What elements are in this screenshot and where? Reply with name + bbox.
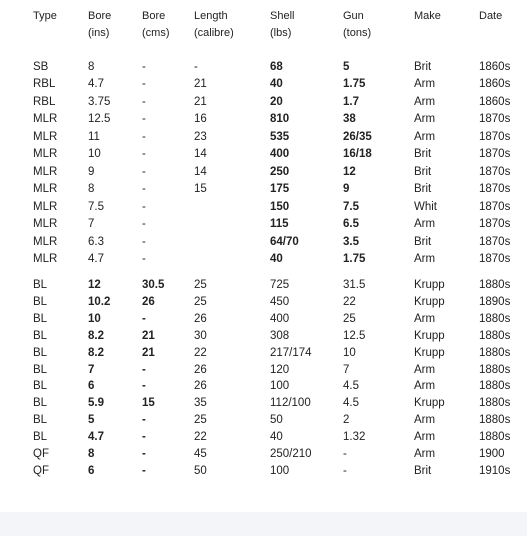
- cell-type: MLR: [33, 183, 58, 196]
- cell-make: Arm: [414, 95, 436, 108]
- cell-length: 30: [194, 329, 207, 342]
- cell-bore_ins: 4.7: [88, 78, 104, 91]
- cell-make: Arm: [414, 130, 436, 143]
- cell-bore_cms: -: [142, 165, 146, 178]
- header-gun: Gun: [343, 10, 364, 22]
- cell-date: 1870s: [479, 113, 511, 126]
- cell-make: Arm: [414, 363, 436, 376]
- header-bore_ins-unit: (ins): [88, 27, 110, 39]
- header-gun-unit: (tons): [343, 27, 372, 39]
- cell-shell: 810: [270, 113, 290, 126]
- cell-date: 1870s: [479, 148, 511, 161]
- cell-length: 21: [194, 78, 207, 91]
- cell-date: 1870s: [479, 235, 511, 248]
- cell-shell: 217/174: [270, 346, 312, 359]
- cell-type: BL: [33, 329, 48, 342]
- header-bore_ins: Bore: [88, 10, 112, 22]
- cell-length: 16: [194, 113, 207, 126]
- cell-bore_cms: 30.5: [142, 279, 165, 291]
- cell-gun: 10: [343, 346, 356, 359]
- cell-date: 1880s: [479, 431, 511, 444]
- cell-gun: 16/18: [343, 148, 372, 161]
- cell-length: 21: [194, 95, 207, 108]
- cell-bore_cms: -: [142, 61, 146, 73]
- cell-bore_cms: -: [142, 95, 146, 108]
- cell-date: 1870s: [479, 183, 511, 196]
- cell-bore_ins: 10: [88, 148, 101, 161]
- cell-length: 26: [194, 380, 207, 393]
- cell-bore_cms: 21: [142, 346, 155, 359]
- cell-gun: -: [343, 464, 347, 477]
- cell-date: 1880s: [479, 363, 511, 376]
- cell-date: 1880s: [479, 329, 511, 342]
- cell-type: MLR: [33, 235, 58, 248]
- cell-shell: 68: [270, 61, 283, 73]
- cell-make: Whit: [414, 200, 437, 213]
- cell-length: 26: [194, 312, 207, 325]
- cell-bore_cms: 26: [142, 295, 155, 308]
- cell-bore_cms: -: [142, 380, 146, 393]
- cell-type: BL: [33, 431, 48, 444]
- header-make: Make: [414, 10, 441, 22]
- cell-bore_ins: 6: [88, 380, 95, 393]
- cell-bore_ins: 5: [88, 414, 95, 427]
- cell-type: BL: [33, 414, 48, 427]
- cell-make: Krupp: [414, 329, 445, 342]
- cell-bore_cms: -: [142, 130, 146, 143]
- cell-type: MLR: [33, 113, 58, 126]
- cell-make: Krupp: [414, 279, 445, 291]
- cell-bore_ins: 7: [88, 363, 95, 376]
- header-bore_cms: Bore: [142, 10, 166, 22]
- cell-make: Brit: [414, 235, 432, 248]
- cell-length: 50: [194, 464, 207, 477]
- cell-type: MLR: [33, 148, 58, 161]
- cell-make: Arm: [414, 113, 436, 126]
- cell-bore_cms: -: [142, 200, 146, 213]
- cell-type: BL: [33, 312, 48, 325]
- cell-make: Arm: [414, 218, 436, 231]
- cell-make: Brit: [414, 148, 432, 161]
- cell-bore_cms: -: [142, 414, 146, 427]
- cell-type: BL: [33, 279, 48, 291]
- cell-shell: 400: [270, 312, 290, 325]
- cell-gun: 38: [343, 113, 356, 126]
- cell-bore_ins: 9: [88, 165, 95, 178]
- cell-bore_cms: -: [142, 431, 146, 444]
- cell-bore_cms: -: [142, 78, 146, 91]
- cell-type: RBL: [33, 78, 56, 91]
- header-date: Date: [479, 10, 503, 22]
- cell-make: Arm: [414, 431, 436, 444]
- cell-shell: 20: [270, 95, 283, 108]
- cell-type: BL: [33, 363, 48, 376]
- cell-bore_ins: 6: [88, 464, 95, 477]
- cell-date: 1870s: [479, 200, 511, 213]
- cell-date: 1870s: [479, 252, 511, 265]
- page-bottom-band: [0, 512, 527, 536]
- header-length-unit: (calibre): [194, 27, 234, 39]
- cell-bore_cms: -: [142, 464, 146, 477]
- cell-shell: 64/70: [270, 235, 299, 248]
- cell-make: Brit: [414, 165, 432, 178]
- cell-gun: 6.5: [343, 218, 359, 231]
- cell-gun: 1.75: [343, 252, 366, 265]
- cell-date: 1880s: [479, 380, 511, 393]
- cell-type: QF: [33, 448, 49, 460]
- cell-bore_ins: 4.7: [88, 252, 104, 265]
- header-bore_cms-unit: (cms): [142, 27, 170, 39]
- cell-bore_ins: 8: [88, 61, 95, 73]
- cell-date: 1880s: [479, 279, 511, 291]
- cell-bore_ins: 12: [88, 279, 101, 291]
- cell-shell: 250: [270, 165, 290, 178]
- cell-bore_ins: 4.7: [88, 431, 104, 444]
- cell-length: 22: [194, 346, 207, 359]
- cell-type: MLR: [33, 200, 58, 213]
- cell-type: BL: [33, 346, 48, 359]
- cell-gun: 1.75: [343, 78, 366, 91]
- cell-make: Arm: [414, 312, 436, 325]
- cell-gun: 26/35: [343, 130, 372, 143]
- cell-type: QF: [33, 464, 49, 477]
- cell-length: 25: [194, 279, 207, 291]
- cell-date: 1910s: [479, 464, 511, 477]
- cell-date: 1860s: [479, 78, 511, 91]
- cell-length: 23: [194, 130, 207, 143]
- header-shell: Shell: [270, 10, 295, 22]
- cell-make: Arm: [414, 380, 436, 393]
- cell-bore_ins: 12.5: [88, 113, 111, 126]
- cell-shell: 150: [270, 200, 290, 213]
- cell-length: 14: [194, 148, 207, 161]
- cell-length: 35: [194, 397, 207, 410]
- cell-type: MLR: [33, 218, 58, 231]
- cell-gun: 5: [343, 61, 350, 73]
- cell-bore_ins: 10.2: [88, 295, 111, 308]
- cell-date: 1890s: [479, 295, 511, 308]
- cell-type: RBL: [33, 95, 56, 108]
- cell-shell: 175: [270, 183, 290, 196]
- cell-length: 14: [194, 165, 207, 178]
- cell-date: 1880s: [479, 312, 511, 325]
- cell-length: 26: [194, 363, 207, 376]
- cell-make: Krupp: [414, 295, 445, 308]
- cell-date: 1880s: [479, 346, 511, 359]
- cell-bore_cms: -: [142, 312, 146, 325]
- cell-date: 1870s: [479, 218, 511, 231]
- cell-type: BL: [33, 380, 48, 393]
- cell-gun: 4.5: [343, 397, 359, 410]
- cell-shell: 50: [270, 414, 283, 427]
- cell-shell: 100: [270, 380, 290, 393]
- cell-shell: 40: [270, 78, 283, 91]
- cell-bore_cms: -: [142, 113, 146, 126]
- cell-gun: 22: [343, 295, 356, 308]
- cell-date: 1860s: [479, 95, 511, 108]
- cell-make: Brit: [414, 183, 432, 196]
- cell-bore_ins: 5.9: [88, 397, 104, 410]
- cell-make: Arm: [414, 414, 436, 427]
- cell-bore_ins: 7: [88, 218, 95, 231]
- cell-gun: -: [343, 448, 347, 460]
- cell-length: 45: [194, 448, 207, 460]
- cell-bore_cms: -: [142, 218, 146, 231]
- cell-bore_ins: 6.3: [88, 235, 104, 248]
- cell-shell: 115: [270, 218, 289, 231]
- cell-gun: 12.5: [343, 329, 366, 342]
- cell-bore_cms: -: [142, 252, 146, 265]
- cell-bore_cms: 15: [142, 397, 155, 410]
- cell-gun: 1.32: [343, 431, 366, 444]
- cell-type: SB: [33, 61, 49, 73]
- cell-gun: 2: [343, 414, 350, 427]
- cell-type: MLR: [33, 130, 58, 143]
- cell-shell: 450: [270, 295, 290, 308]
- cell-make: Brit: [414, 61, 432, 73]
- cell-bore_ins: 8: [88, 183, 95, 196]
- cell-make: Brit: [414, 464, 432, 477]
- cell-bore_ins: 7.5: [88, 200, 104, 213]
- cell-date: 1870s: [479, 165, 511, 178]
- cell-date: 1880s: [479, 414, 511, 427]
- cell-shell: 725: [270, 279, 290, 291]
- cell-type: MLR: [33, 165, 58, 178]
- cell-bore_ins: 8.2: [88, 329, 104, 342]
- cell-bore_cms: -: [142, 363, 146, 376]
- cell-bore_ins: 8: [88, 448, 95, 460]
- cell-make: Arm: [414, 448, 436, 460]
- cell-gun: 7.5: [343, 200, 359, 213]
- header-shell-unit: (lbs): [270, 27, 292, 39]
- cell-gun: 25: [343, 312, 356, 325]
- cell-bore_cms: -: [142, 235, 146, 248]
- cell-gun: 31.5: [343, 279, 366, 291]
- cell-length: 25: [194, 295, 207, 308]
- cell-make: Arm: [414, 78, 436, 91]
- header-length: Length: [194, 10, 228, 22]
- cell-type: BL: [33, 295, 48, 308]
- cell-shell: 112/100: [270, 397, 311, 410]
- cell-shell: 400: [270, 148, 290, 161]
- cell-bore_ins: 10: [88, 312, 101, 325]
- cell-date: 1900: [479, 448, 505, 460]
- cell-shell: 40: [270, 252, 283, 265]
- cell-date: 1860s: [479, 61, 511, 73]
- cell-make: Krupp: [414, 397, 445, 410]
- cell-gun: 12: [343, 165, 356, 178]
- cell-shell: 40: [270, 431, 283, 444]
- cell-make: Krupp: [414, 346, 445, 359]
- cell-shell: 250/210: [270, 448, 312, 460]
- cell-length: 15: [194, 183, 207, 196]
- cell-length: 25: [194, 414, 207, 427]
- cell-make: Arm: [414, 252, 436, 265]
- cell-bore_ins: 8.2: [88, 346, 104, 359]
- cell-shell: 100: [270, 464, 290, 477]
- cell-length: 22: [194, 431, 207, 444]
- cell-shell: 120: [270, 363, 290, 376]
- header-type: Type: [33, 10, 57, 22]
- cell-type: MLR: [33, 252, 58, 265]
- cell-gun: 3.5: [343, 235, 359, 248]
- cell-shell: 308: [270, 329, 290, 342]
- cell-type: BL: [33, 397, 48, 410]
- cell-date: 1870s: [479, 130, 511, 143]
- cell-gun: 1.7: [343, 95, 359, 108]
- cell-gun: 7: [343, 363, 350, 376]
- cell-bore_ins: 11: [88, 130, 100, 143]
- cell-date: 1880s: [479, 397, 511, 410]
- cell-bore_cms: -: [142, 448, 146, 460]
- cell-length: -: [194, 61, 198, 73]
- cell-bore_cms: 21: [142, 329, 155, 342]
- cell-bore_ins: 3.75: [88, 95, 111, 108]
- cell-gun: 4.5: [343, 380, 359, 393]
- cell-bore_cms: -: [142, 148, 146, 161]
- cell-gun: 9: [343, 183, 350, 196]
- cell-bore_cms: -: [142, 183, 146, 196]
- cell-shell: 535: [270, 130, 290, 143]
